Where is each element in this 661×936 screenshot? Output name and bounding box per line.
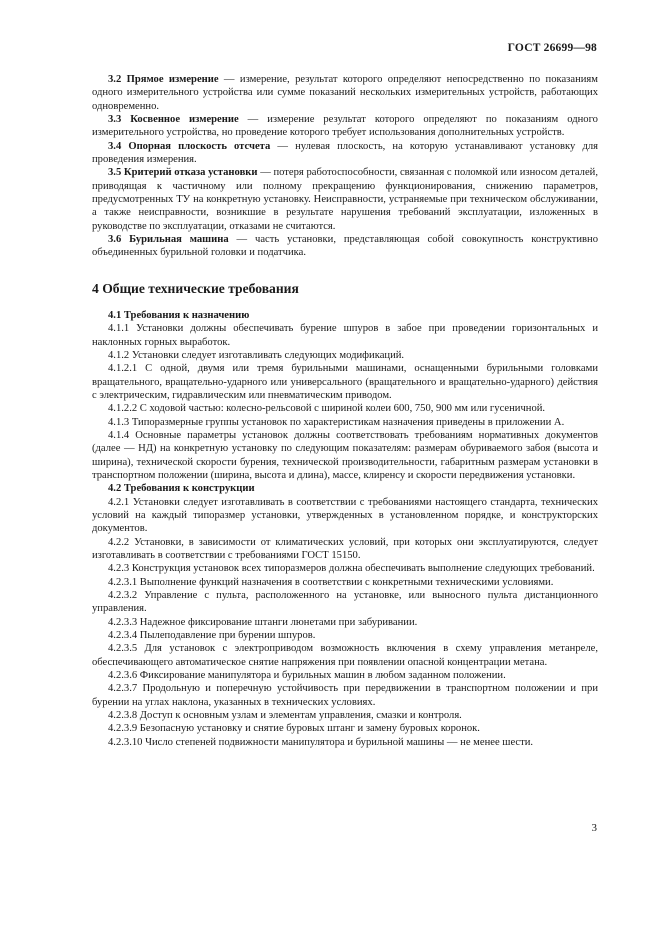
definition-paragraph xyxy=(92,113,598,140)
requirement-paragraph xyxy=(92,576,598,589)
requirements-list xyxy=(92,309,598,749)
requirement-text: 4.2.1 Установки следует изготавливать в соответствии с требованиями настоящего стандарта, технических условий на каждый типоразмер установки, утвержденных в установленном порядке, и конструкторских документов. xyxy=(92,496,598,535)
requirement-paragraph xyxy=(92,536,598,563)
requirement-paragraph xyxy=(92,349,598,362)
definition-term: 3.3 Косвенное измерение xyxy=(108,114,239,126)
definition-text: — потеря работоспособности, связанная с поломкой или износом деталей, приводящая к частичному или полному прекращению функционирования, снижению параметров, предусмотренных ТУ на конкретную установку. Неисправности, устраняемые при техническом обслуживании, а также неисправности, возникшие в результате нарушения требований эксплуатации, изложенных в руководстве по эксплуатации, отказами не считаются. xyxy=(92,167,598,232)
requirement-paragraph xyxy=(92,669,598,682)
requirement-paragraph xyxy=(92,589,598,616)
definition-text: — измерение, результат которого определяют непосредственно по показаниям одного измерительного устройства или сумме показаний нескольких измерительных устройств, работающих одновременно. xyxy=(92,74,598,112)
requirement-text: 4.2.3.1 Выполнение функций назначения в соответствии с конкретными техническими условиями. xyxy=(108,576,554,588)
requirement-text: 4.2.3 Конструкция установок всех типоразмеров должна обеспечивать выполнение следующих требований. xyxy=(108,563,595,575)
subsection-heading-text: 4.1 Требования к назначению xyxy=(108,309,250,321)
section-title: 4 Общие технические требования xyxy=(92,280,299,296)
document-id: ГОСТ 26699—98 xyxy=(507,42,597,54)
page-number: 3 xyxy=(591,822,597,834)
requirement-text: 4.2.3.4 Пылеподавление при бурении шпуров. xyxy=(108,630,316,642)
requirement-paragraph xyxy=(92,629,598,642)
requirement-paragraph xyxy=(92,402,598,415)
requirement-text: 4.2.3.9 Безопасную установку и снятие буровых штанг и замену буровых коронок. xyxy=(108,723,480,735)
requirement-text: 4.2.3.7 Продольную и поперечную устойчивость при передвижении в транспортном положении и при бурении на углах наклона, указанных в технических условиях. xyxy=(92,683,598,708)
requirement-text: 4.1.1 Установки должны обеспечивать бурение шпуров в забое при проведении горизонтальных и наклонных горных выработок. xyxy=(92,323,598,348)
requirement-text: 4.2.3.2 Управление с пульта, расположенного на установке, или выносного пульта дистанционного управления. xyxy=(92,590,598,615)
requirement-text: 4.1.4 Основные параметры установок должны соответствовать требованиям нормативных документов (далее — НД) на конкретную установку по следующим показателям: размерам обуриваемого забоя (высота и ширина), технической скорости бурения, технической производительности, габаритным размерам установки в транспортном положении (ширина, высота и длина), массе, клиренсу и скорости передвижения установки. xyxy=(92,429,598,481)
definition-term: 3.6 Бурильная машина xyxy=(108,234,229,246)
definition-paragraph xyxy=(92,140,598,167)
requirement-paragraph xyxy=(92,736,598,749)
requirement-text: 4.2.3.5 Для установок с электроприводом возможность включения в схему управления метанреле, обеспечивающего автоматическое снятие напряжения при появлении опасной концентрации метана. xyxy=(92,643,598,668)
requirement-text: 4.2.3.6 Фиксирование манипулятора и бурильных машин в любом заданном положении. xyxy=(108,670,506,682)
requirement-text: 4.1.2 Установки следует изготавливать следующих модификаций. xyxy=(108,349,405,361)
definition-text: — часть установки, представляющая собой совокупность конструктивно объединенных бурильной головки и податчика. xyxy=(92,234,598,259)
requirement-text: 4.2.3.10 Число степеней подвижности манипулятора и бурильной машины — не менее шести. xyxy=(108,736,534,748)
requirement-text: 4.2.3.8 Доступ к основным узлам и элементам управления, смазки и контроля. xyxy=(108,710,462,722)
definition-paragraph xyxy=(92,233,598,260)
requirement-text: 4.1.2.2 С ходовой частью: колесно-рельсовой с шириной колеи 600, 750, 900 мм или гусеничной. xyxy=(108,403,546,415)
requirement-paragraph xyxy=(92,496,598,536)
requirement-paragraph xyxy=(92,362,598,402)
subsection-heading xyxy=(92,309,598,322)
requirement-text: 4.2.3.3 Надежное фиксирование штанги люнетами при забуривании. xyxy=(108,616,418,628)
requirement-paragraph xyxy=(92,682,598,709)
definitions-list xyxy=(92,73,598,260)
requirement-paragraph xyxy=(92,562,598,575)
requirement-paragraph xyxy=(92,642,598,669)
requirement-paragraph xyxy=(92,429,598,482)
definition-paragraph xyxy=(92,73,598,113)
requirement-paragraph xyxy=(92,709,598,722)
subsection-heading xyxy=(92,482,598,495)
requirement-text: 4.1.2.1 С одной, двумя или тремя бурильными машинами, оснащенными бурильными головками вращательного, вращательно-ударного или универсального (вращательного и вращательно-ударного) действия с электрическим, гидравлическим или пневматическим приводом. xyxy=(92,363,598,401)
definition-term: 3.4 Опорная плоскость отсчета xyxy=(108,140,271,152)
definition-paragraph xyxy=(92,166,598,233)
definition-text: — нулевая плоскость, на которую устанавливают установку для проведения измерения. xyxy=(92,140,598,166)
requirement-paragraph xyxy=(92,416,598,429)
requirement-paragraph xyxy=(92,322,598,349)
page-content xyxy=(92,73,598,749)
requirement-paragraph xyxy=(92,722,598,735)
requirement-paragraph xyxy=(92,616,598,629)
subsection-heading-text: 4.2 Требования к конструкции xyxy=(108,483,255,495)
requirement-text: 4.1.3 Типоразмерные группы установок по характеристикам назначения приведены в приложении А. xyxy=(108,416,565,428)
definition-text: — измерение результат которого определяют по показаниям одного измерительного устройства, но проведение которого требует использования дополнительных устройств. xyxy=(92,114,598,139)
definition-term: 3.5 Критерий отказа установки xyxy=(108,167,258,179)
definition-term: 3.2 Прямое измерение xyxy=(108,74,219,85)
requirement-text: 4.2.2 Установки, в зависимости от климатических условий, при которых они эксплуатируются, следует изготавливать в соответствии с требованиями ГОСТ 15150. xyxy=(92,536,598,561)
